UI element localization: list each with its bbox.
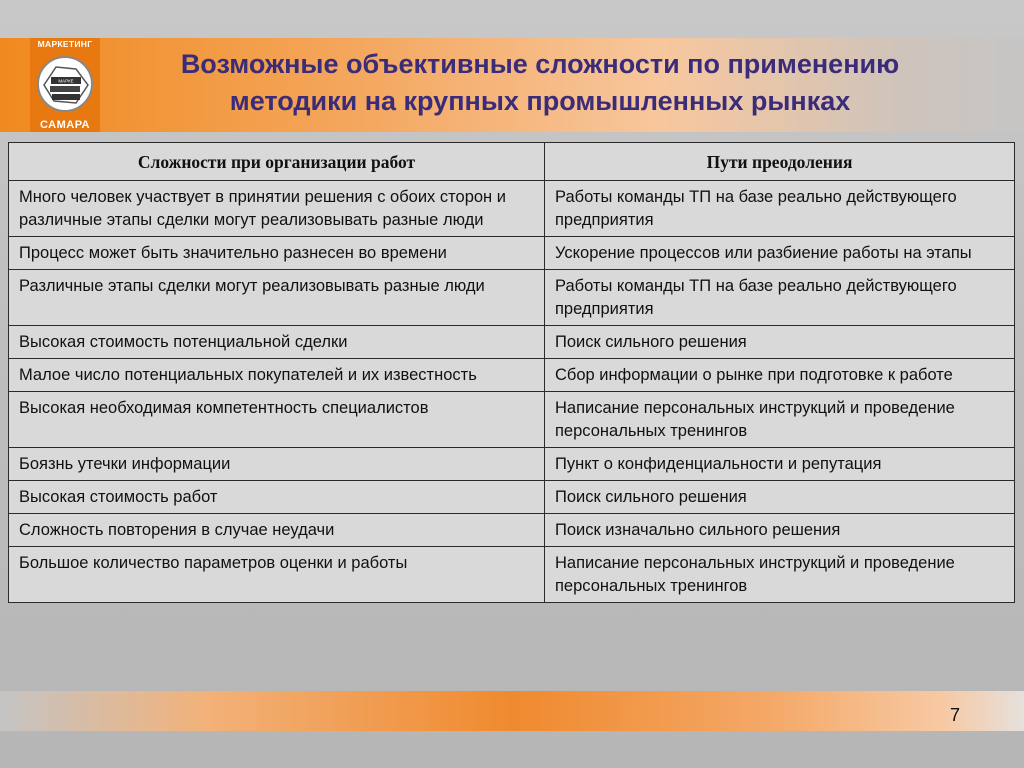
- difficulty-cell: Много человек участвует в принятии решения с обоих сторон и различные этапы сделки могут реализовывать разные люди: [9, 181, 545, 237]
- difficulty-cell: Малое число потенциальных покупателей и их известность: [9, 359, 545, 392]
- difficulty-cell: Высокая необходимая компетентность специалистов: [9, 392, 545, 448]
- table-row: [9, 326, 1015, 359]
- column-header-difficulties: Сложности при организации работ: [9, 143, 545, 181]
- table-row: [9, 547, 1015, 603]
- difficulty-cell: Сложность повторения в случае неудачи: [9, 514, 545, 547]
- solution-cell: Поиск сильного решения: [545, 326, 1015, 359]
- solution-cell: Работы команды ТП на базе реально действующего предприятия: [545, 270, 1015, 326]
- solution-cell: Поиск изначально сильного решения: [545, 514, 1015, 547]
- page-number: 7: [949, 705, 960, 725]
- table-row: [9, 392, 1015, 448]
- difficulty-cell: Различные этапы сделки могут реализовывать разные люди: [9, 270, 545, 326]
- difficulty-cell: Высокая стоимость потенциальной сделки: [9, 326, 545, 359]
- page-title: [110, 46, 970, 120]
- solution-cell: Сбор информации о рынке при подготовке к работе: [545, 359, 1015, 392]
- table-row: [9, 181, 1015, 237]
- solution-cell: Работы команды ТП на базе реально действующего предприятия: [545, 181, 1015, 237]
- difficulty-cell: Процесс может быть значительно разнесен во времени: [9, 237, 545, 270]
- solution-cell: Написание персональных инструкций и проведение персональных тренингов: [545, 547, 1015, 603]
- book-logo-icon: [36, 55, 94, 113]
- difficulty-cell: Боязнь утечки информации: [9, 448, 545, 481]
- logo-bottom-text: САМАРА: [39, 119, 91, 131]
- solution-cell: Поиск сильного решения: [545, 481, 1015, 514]
- column-header-solutions: Пути преодоления: [545, 143, 1015, 181]
- logo-top-text: МАРКЕТИНГ: [37, 39, 93, 49]
- table-row: [9, 237, 1015, 270]
- table-row: [9, 359, 1015, 392]
- difficulty-cell: Высокая стоимость работ: [9, 481, 545, 514]
- table-header-row: [9, 143, 1015, 181]
- difficulties-table: [8, 142, 1015, 603]
- table-row: [9, 448, 1015, 481]
- title-line-2: методики на крупных промышленных рынках: [229, 86, 851, 116]
- footer-band: [0, 691, 1024, 731]
- solution-cell: Ускорение процессов или разбиение работы на этапы: [545, 237, 1015, 270]
- difficulty-cell: Большое количество параметров оценки и работы: [9, 547, 545, 603]
- title-line-1: Возможные объективные сложности по применению: [180, 49, 900, 79]
- logo: [30, 38, 100, 132]
- table-row: [9, 514, 1015, 547]
- table-row: [9, 270, 1015, 326]
- logo-book-text: МАРКЕ: [58, 78, 74, 84]
- solution-cell: Написание персональных инструкций и проведение персональных тренингов: [545, 392, 1015, 448]
- table-row: [9, 481, 1015, 514]
- solution-cell: Пункт о конфиденциальности и репутация: [545, 448, 1015, 481]
